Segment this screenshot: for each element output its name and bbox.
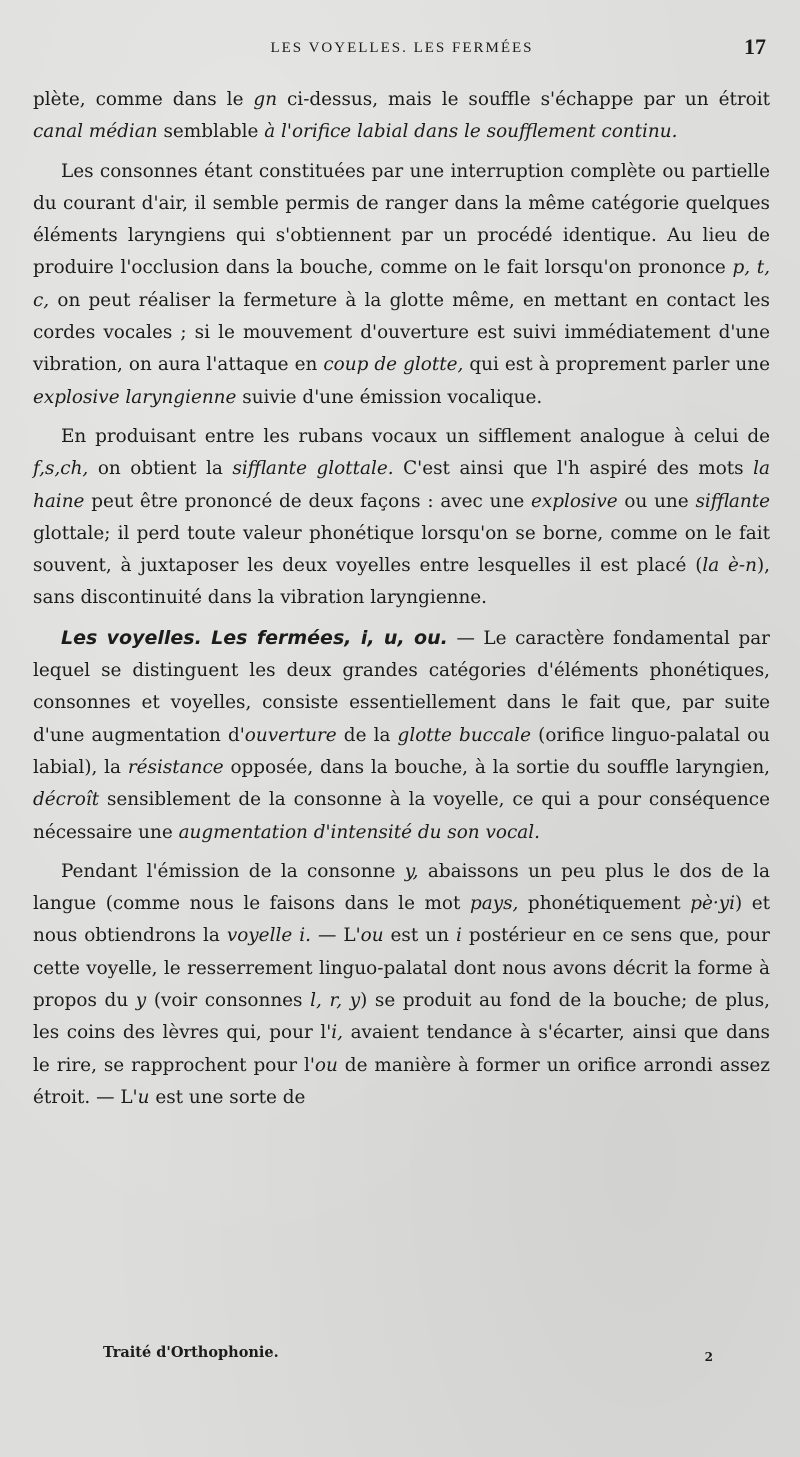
signature-mark: 2 xyxy=(704,1350,713,1364)
paragraph-sifflante: En produisant entre les rubans vocaux un sifflement analogue à celui de f,s,ch, on obtient la sifflante glottale. C'est ainsi que l'h aspiré des mots la haine peut être prononcé de deux façons : avec une explosive ou une sifflante glottale; il perd toute valeur phonétique lorsqu'on se borne, comme on le fait souvent, à juxtaposer les deux voyelles entre lesquelles il est placé (la è-n), sans discontinuité dans la vibration laryngienne. xyxy=(33,425,771,609)
section-heading: Les voyelles. Les fermées, i, u, ou. xyxy=(61,626,448,649)
page-footer xyxy=(103,1344,713,1374)
paragraph-consonnes: Les consonnes étant constituées par une interruption complète ou partielle du courant d'air, il semble permis de ranger dans la même catégorie quelques éléments laryngiens qui s'obtiennent par un procédé identique. Au lieu de produire l'occlusion dans la bouche, comme on le fait lorsqu'on prononce p, t, c, on peut réaliser la fermeture à la glotte même, en mettant en contact les cordes vocales ; si le mouvement d'ouverture est suivi immédiatement d'une vibration, on aura l'attaque en coup de glotte, qui est à proprement parler une explosive laryngienne suivie d'une émission vocalique. xyxy=(33,160,771,408)
paragraph-emission-y: Pendant l'émission de la consonne y, abaissons un peu plus le dos de la langue (comme nous le faisons dans le mot pays, phonétiquement pè·yi) et nous obtiendrons la voyelle i. — L'ou est un i postérieur en ce sens que, pour cette voyelle, le resserrement linguo-palatal dont nous avons décrit la forme à propos du y (voir consonnes l, r, y) se produit au fond de la bouche; de plus, les coins des lèvres qui, pour l'i, avaient tendance à s'écarter, ainsi que dans le rire, se rapprochent pour l'ou de manière à former un orifice arrondi assez étroit. — L'u est une sorte de xyxy=(33,860,771,1108)
page-header xyxy=(34,36,770,66)
paragraph-voyelles-fermees: Les voyelles. Les fermées, i, u, ou. — Le caractère fondamental par lequel se distinguent les deux grandes catégories d'éléments phonétiques, consonnes et voyelles, consiste essentiellement dans le fait que, par suite d'une augmentation d'ouverture de la glotte buccale (orifice linguo-palatal ou labial), la résistance opposée, dans la bouche, à la sortie du souffle laryngien, décroît sensiblement de la consonne à la voyelle, ce qui a pour conséquence nécessaire une augmentation d'intensité du son vocal. xyxy=(33,626,771,843)
running-head: LES VOYELLES. LES FERMÉES xyxy=(270,40,534,56)
paragraph-continuation: plète, comme dans le gn ci-dessus, mais le souffle s'échappe par un étroit canal médian semblable à l'orifice labial dans le soufflement continu. xyxy=(33,89,770,143)
body-text xyxy=(33,84,770,1121)
page-number: 17 xyxy=(744,34,766,59)
book-title: Traité d'Orthophonie. xyxy=(103,1344,279,1361)
